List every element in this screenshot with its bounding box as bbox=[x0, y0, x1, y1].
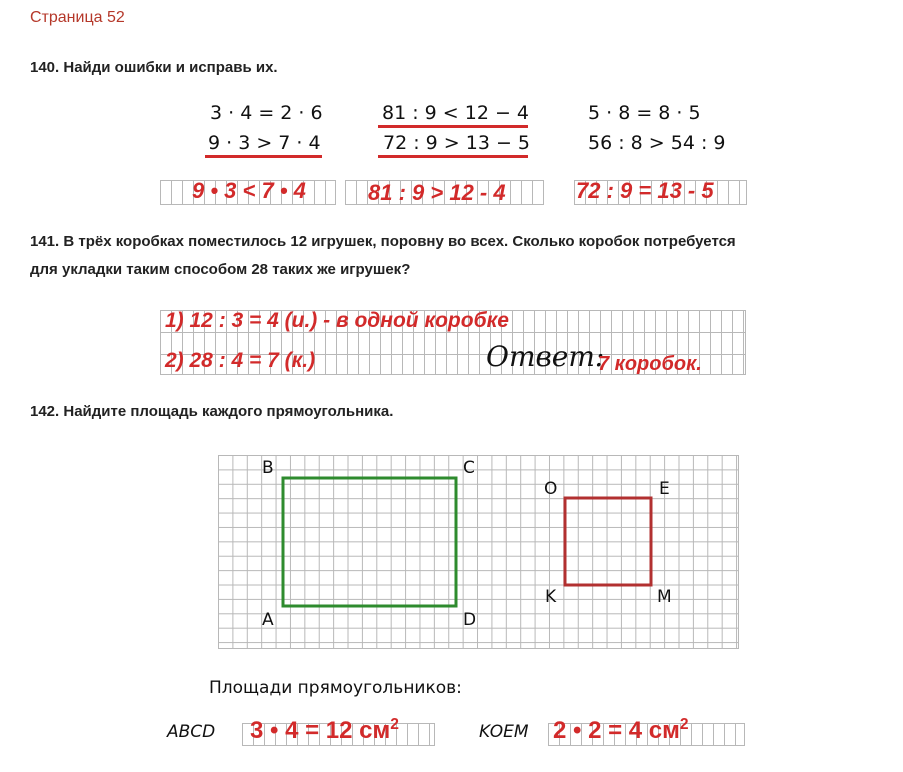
vertex-label-e: E bbox=[659, 479, 670, 499]
expression: 56 : 8 > 54 : 9 bbox=[588, 132, 726, 154]
vertex-label-d: D bbox=[463, 610, 477, 630]
vertex-label-c: C bbox=[463, 458, 475, 478]
correction-answer: 72 : 9 = 13 - 5 bbox=[576, 178, 714, 203]
koem-area-answer: 2 • 2 = 4 $см^2$ bbox=[553, 716, 689, 744]
expression: 72 : 9 > 13 − 5 bbox=[383, 132, 531, 154]
expression: 9 · 3 > 7 · 4 bbox=[208, 132, 321, 154]
task-140-title: 140. Найди ошибки и исправь их. bbox=[30, 59, 278, 76]
vertex-label-b: B bbox=[262, 458, 274, 478]
rectangle-abcd bbox=[283, 478, 456, 606]
task-141-title-line2: для укладки таким способом 28 таких же игрушек? bbox=[30, 261, 411, 278]
expression: 3 · 4 = 2 · 6 bbox=[210, 102, 323, 124]
koem-label: KOEM bbox=[479, 722, 529, 742]
correction-answer: 9 • 3 < 7 • 4 bbox=[192, 178, 306, 203]
expression: 81 : 9 < 12 − 4 bbox=[382, 102, 530, 124]
vertex-label-o: O bbox=[544, 479, 558, 499]
solution-step-2: 2) 28 : 4 = 7 (к.) bbox=[165, 349, 316, 372]
vertex-label-k: K bbox=[545, 587, 557, 607]
expression: 5 · 8 = 8 · 5 bbox=[588, 102, 701, 124]
task-141-title-line1: 141. В трёх коробках поместилось 12 игрушек, поровну во всех. Сколько коробок потребуется bbox=[30, 233, 736, 250]
rectangle-koem bbox=[565, 498, 651, 585]
abcd-label: ABCD bbox=[167, 722, 216, 742]
vertex-label-m: M bbox=[657, 587, 672, 607]
task-142-title: 142. Найдите площадь каждого прямоугольника. bbox=[30, 403, 394, 420]
areas-heading: Площади прямоугольников: bbox=[209, 678, 462, 698]
answer-label: Ответ: bbox=[486, 340, 605, 373]
correction-answer: 81 : 9 > 12 - 4 bbox=[368, 180, 506, 205]
abcd-area-answer: 3 • 4 = 12 $см^2$ bbox=[250, 716, 399, 744]
page-title: Страница 52 bbox=[30, 9, 125, 26]
vertex-label-a: A bbox=[262, 610, 274, 630]
solution-step-1: 1) 12 : 3 = 4 (и.) - в одной коробке bbox=[165, 309, 509, 332]
answer-value: 7 коробок. bbox=[598, 353, 702, 375]
